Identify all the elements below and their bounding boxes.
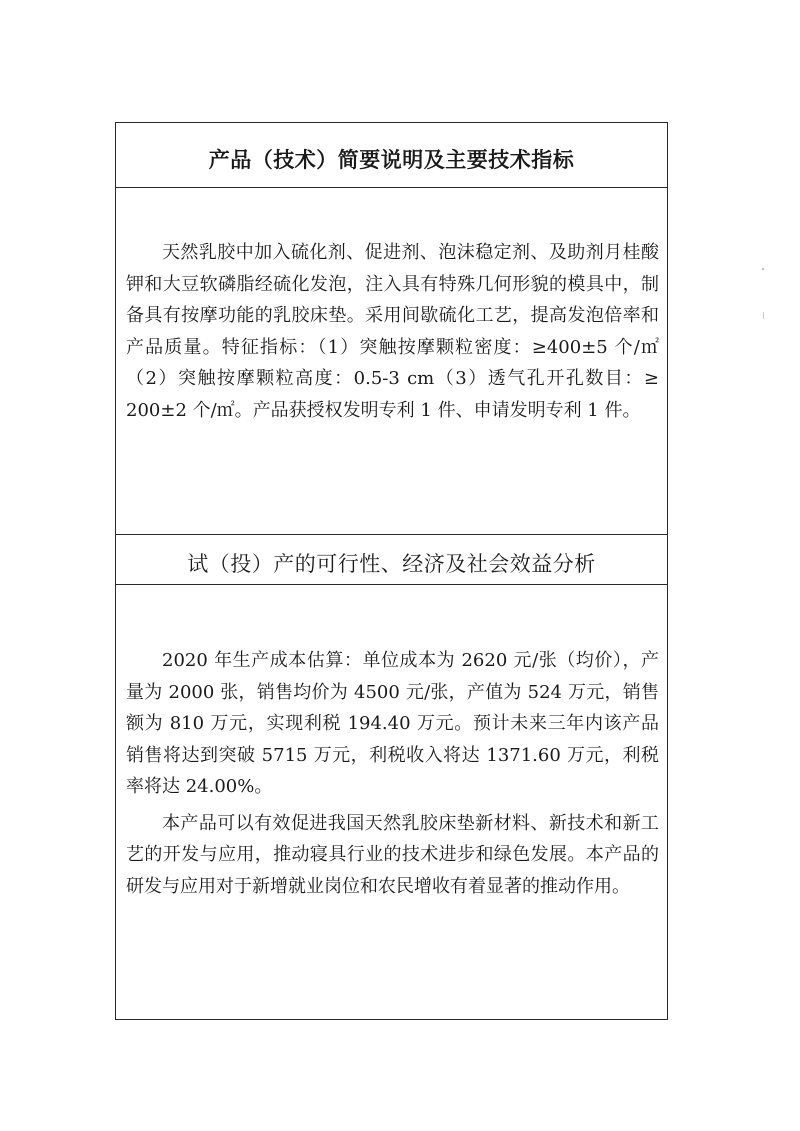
section-1-title-cell [116,123,667,188]
section-1-paragraph: 天然乳胶中加入硫化剂、促进剂、泡沫稳定剂、及助剂月桂酸钾和大豆软磷脂经硫化发泡，注入具有特殊几何形貌的模具中，制备具有按摩功能的乳胶床垫。采用间歇硫化工艺，提高发泡倍率和产品质量。特征指标：（1）突触按摩颗粒密度：≥400±5 个/㎡ （2）突触按摩颗粒高度：0.5-3 cm（3）透气孔开孔数目：≥ 200±2 个/㎡。产品获授权发明专利 1 件、申请发明专利 1 件。 [126,242,659,421]
section-2-paragraph-2: 本产品可以有效促进我国天然乳胶床垫新材料、新技术和新工艺的开发与应用，推动寝具行业的技术进步和绿色发展。本产品的研发与应用对于新增就业岗位和农民增收有着显著的推动作用。 [126,812,659,897]
section-2-title: 试（投）产的可行性、经济及社会效益分析 [187,552,596,576]
section-1-text [126,237,659,426]
scan-speck [762,268,764,270]
section-2-text [126,645,659,902]
form-table [115,122,668,1020]
section-1-body-cell [116,188,667,535]
section-2-paragraph-1: 2020 年生产成本估算：单位成本为 2620 元/张（均价），产量为 2000 张，销售均价为 4500 元/张，产值为 524 万元，销售额为 810 万元，实现利税 194.40 万元。预计未来三年内该产品销售将达到突破 5715 万元，利税收入将达 1371.60 万元，利税率将达 24.00%。 [126,650,659,797]
section-2-title-cell [116,535,667,585]
section-2-body-cell [116,585,667,1021]
scan-speck [763,312,764,319]
section-1-title: 产品（技术）简要说明及主要技术指标 [208,147,575,172]
